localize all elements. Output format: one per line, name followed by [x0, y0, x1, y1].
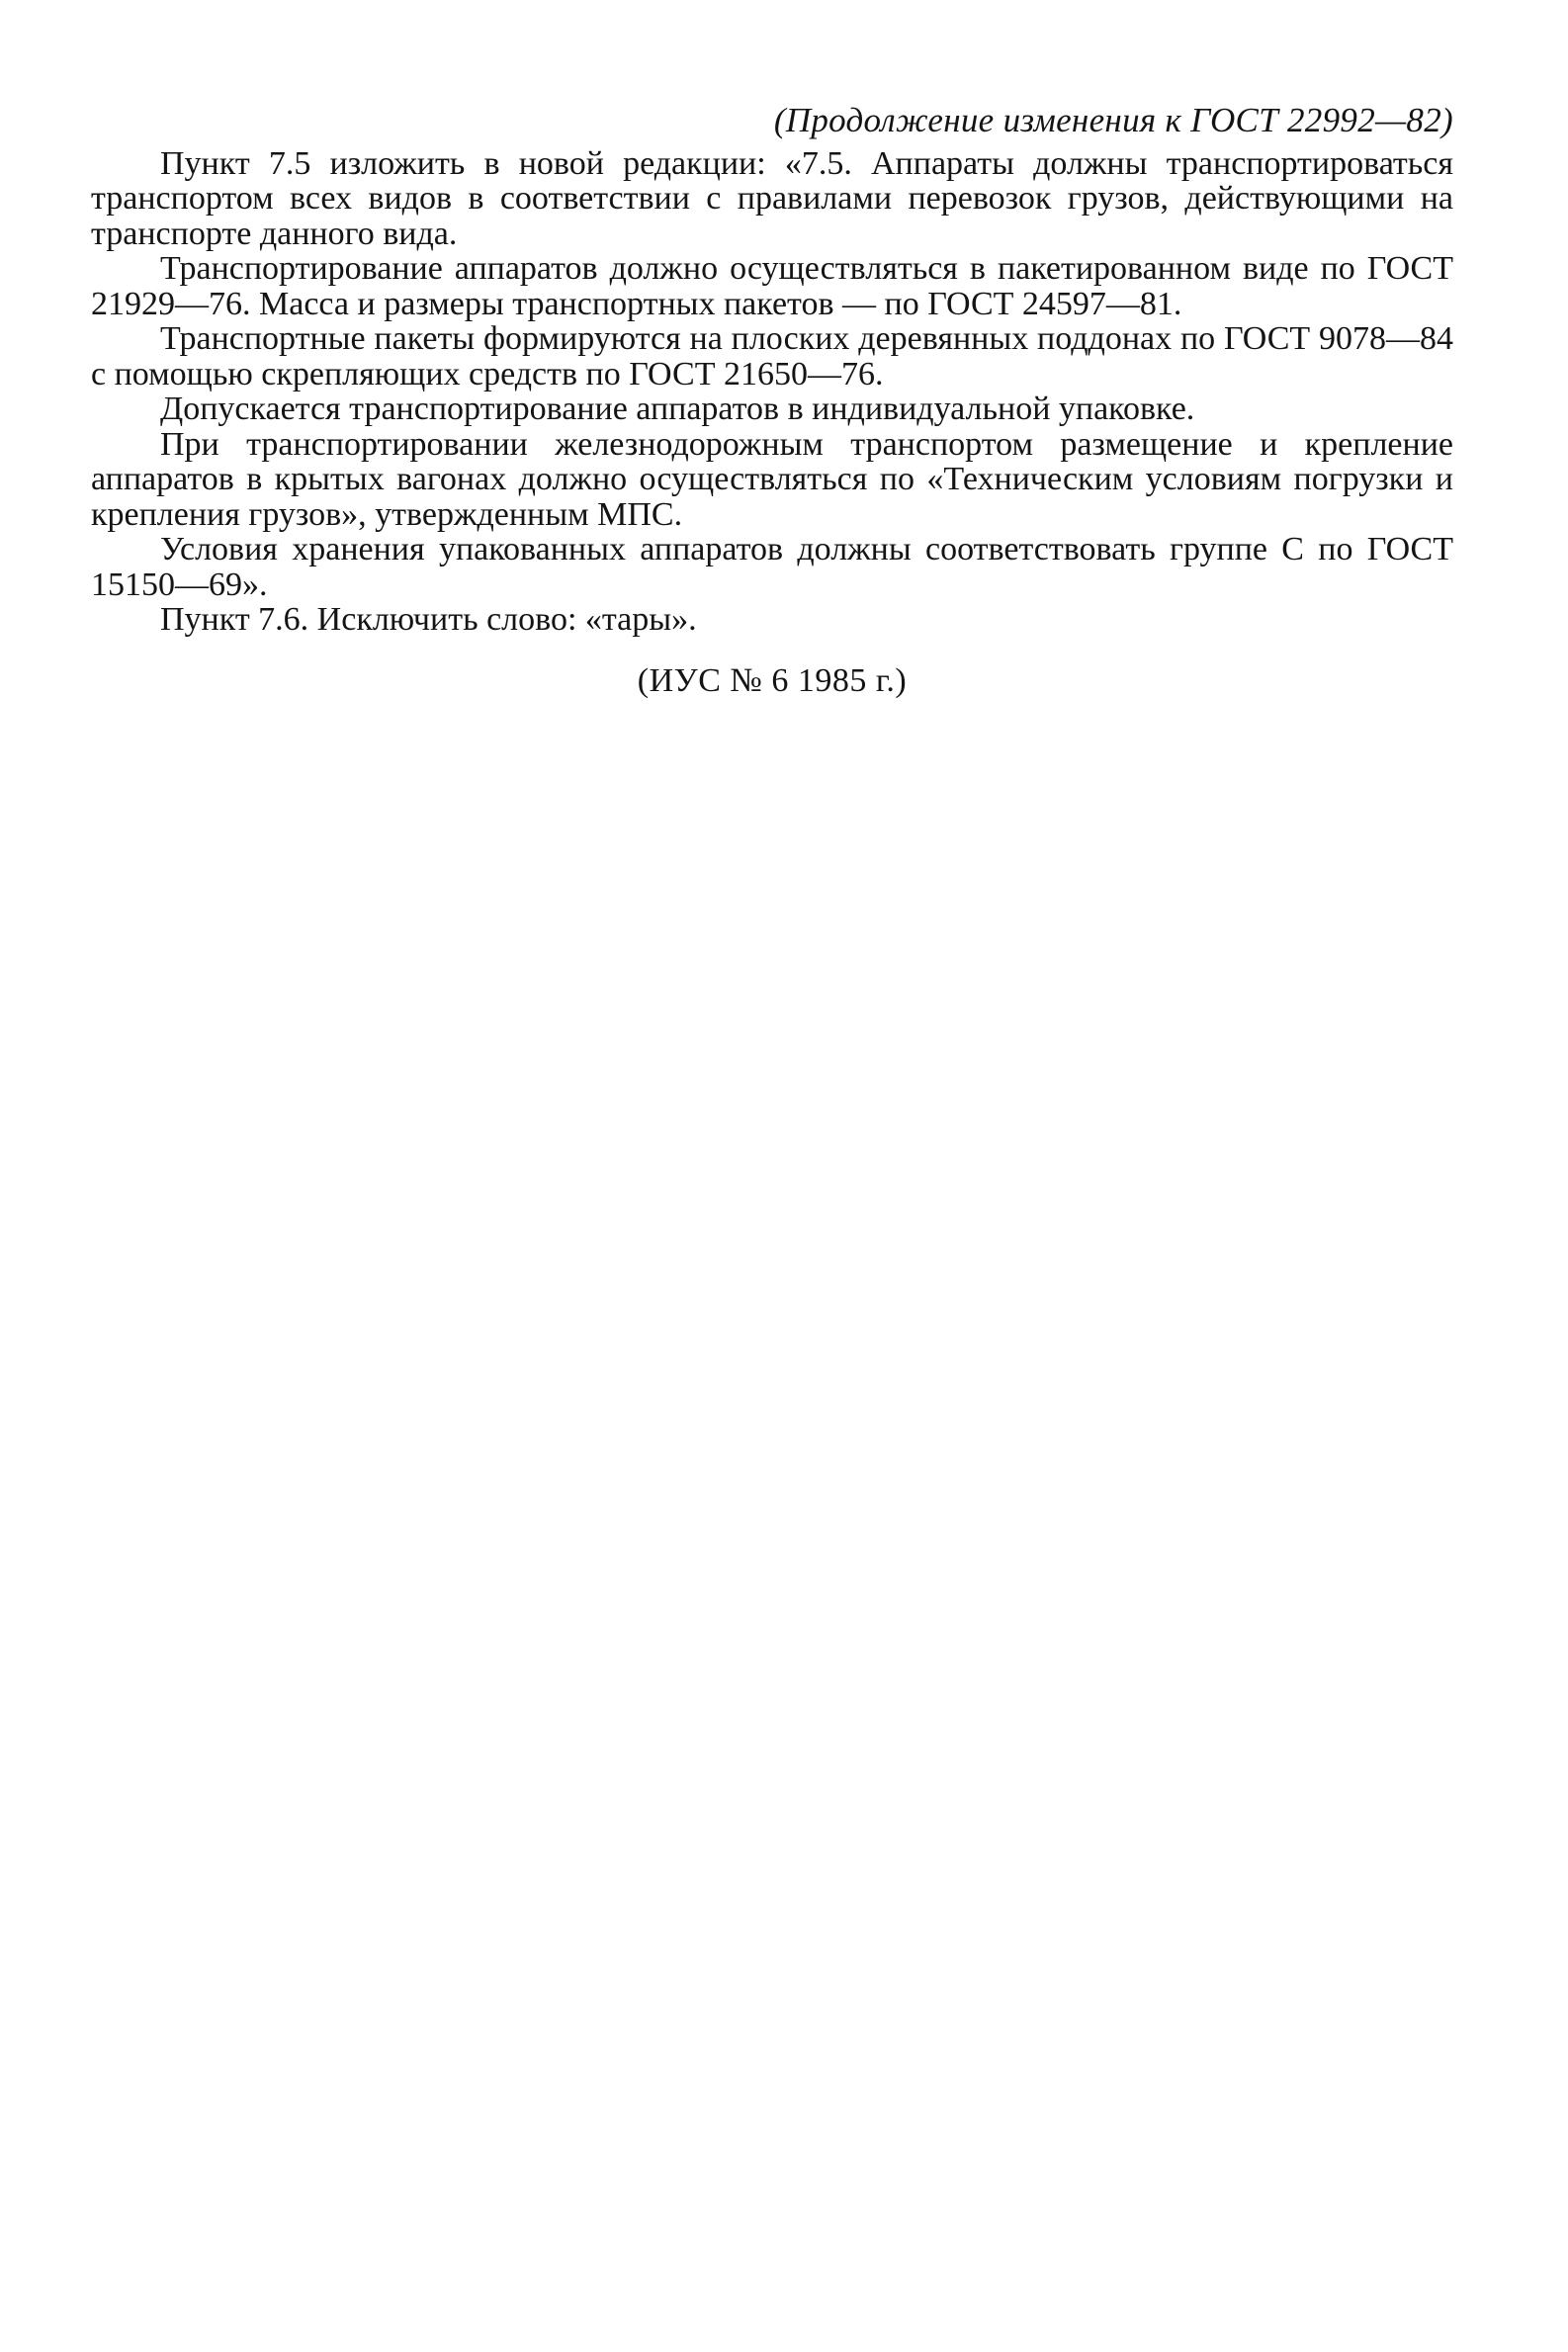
- document-header: (Продолжение изменения к ГОСТ 22992—82): [773, 101, 1453, 139]
- paragraph-5: При транспортировании железнодорожным транспортом размещение и крепление аппаратов в крытых вагонах должно осуществляться по «Техническим условиям погрузки и крепления грузов», утвержденным МПС.: [91, 425, 1453, 533]
- paragraph-6: Условия хранения упакованных аппаратов должны соответствовать группе С по ГОСТ 15150—69».: [91, 531, 1453, 603]
- document-body: [91, 103, 1453, 732]
- paragraph-3: Транспортные пакеты формируются на плоских деревянных поддонах по ГОСТ 9078—84 с помощью скрепляющих средств по ГОСТ 21650—76.: [91, 320, 1453, 392]
- document-footer: (ИУС № 6 1985 г.): [637, 661, 908, 699]
- paragraph-4: Допускается транспортирование аппаратов в индивидуальной упаковке.: [160, 391, 1195, 427]
- paragraph-2: Транспортирование аппаратов должно осуществляться в пакетированном виде по ГОСТ 21929—76. Масса и размеры транспортных пакетов — по ГОСТ 24597—81.: [91, 250, 1453, 322]
- paragraph-1: Пункт 7.5 изложить в новой редакции: «7.5. Аппараты должны транспортироваться транспортом всех видов в соответствии с правилами перевозок грузов, действующими на транспорте данного вида.: [91, 144, 1453, 252]
- paragraph-7: Пункт 7.6. Исключить слово: «тары».: [160, 601, 697, 638]
